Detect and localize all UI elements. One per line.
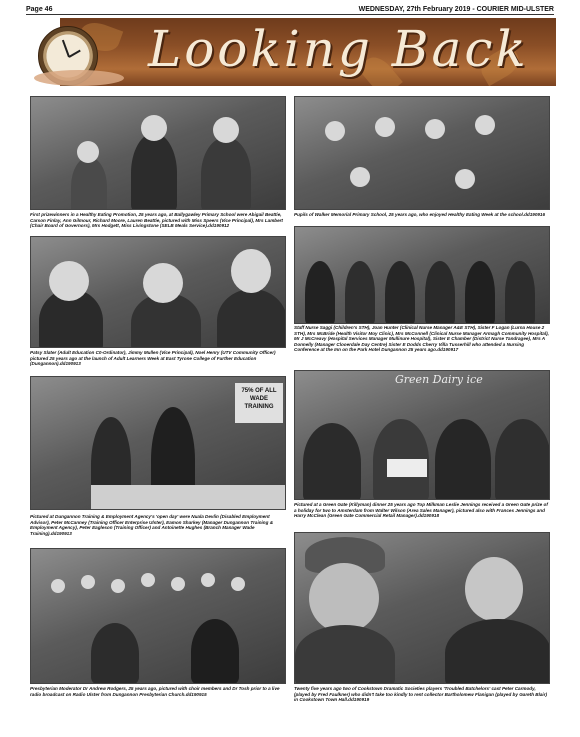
person-head	[141, 115, 167, 141]
photo-presbyterian-choir	[30, 548, 286, 684]
caption-green-gate-dinner: Pictured at a Green Gate (Killyman) dinner 25 years ago Top Milkman Leslie Jennings received a Green Gate prize of a holiday for two to Amsterdam from Walter Wilson (Area Sales Manager), pictured also with Frances Jennings and Harry McClean (Green Gate Commercial Retail Manager).dd190918	[294, 502, 548, 519]
masthead-title: Looking Back	[148, 20, 529, 78]
clock-hand	[69, 50, 81, 58]
caption-walker-memorial-pupils: Pupils of Walker Memorial Primary School, 25 years ago, who enjoyed Healthy Eating Week at the school.dd190916	[294, 212, 546, 217]
photo-cookstown-dramatic	[294, 532, 550, 684]
person-head	[49, 261, 89, 301]
caption-cookstown-dramatic: Twenty five years ago two of Cookstown Dramatic Societies players 'Troubled Batchelors' cast Peter Carmody,(played by Fred Faulkner) who didn't take too kindly to rent collector Bartholomew Flanigan (played by Gareth Blair) in Cookstown Town Hall.dd190919	[294, 686, 548, 703]
person-head	[465, 557, 523, 621]
caption-healthy-eating-ballygawley: First prizewinners in a Healthy Eating Promotion, 25 years ago, at Ballygawley Primary School were Abigail Beattie, Carson Finlay, Ann Gilmour, Richard Moore, Lauren Beattie, pictured with Miss Speers (Vice Principal), Mrs Lambert (Chair Board of Governors), Mrs Hodgett, Miss Livingstone (SELB Meals Service).dd190912	[30, 212, 283, 229]
person-figure	[131, 133, 177, 210]
person-figure	[91, 623, 139, 684]
person-figure	[71, 157, 107, 210]
display-table	[91, 485, 286, 510]
page-number: Page 46	[26, 6, 53, 13]
person-head	[111, 579, 125, 593]
person-figure	[505, 261, 535, 324]
publication-date: WEDNESDAY, 27th February 2019 - COURIER MID-ULSTER	[358, 6, 554, 13]
person-head	[231, 249, 271, 293]
person-head	[325, 121, 345, 141]
person-head	[201, 573, 215, 587]
person-figure	[445, 619, 550, 684]
dairy-sign: Green Dairy ice	[395, 373, 483, 386]
person-head	[309, 563, 379, 633]
person-head	[213, 117, 239, 143]
person-head	[350, 167, 370, 187]
person-figure	[191, 619, 239, 684]
person-figure	[465, 261, 495, 324]
person-figure	[345, 261, 375, 324]
person-head	[425, 119, 445, 139]
photo-adult-learners-week	[30, 236, 286, 348]
wade-training-sign: 75% OF ALL WADE TRAINING	[235, 383, 283, 423]
person-head	[375, 117, 395, 137]
photo-nursing-conference	[294, 226, 550, 324]
person-head	[81, 575, 95, 589]
person-figure	[201, 137, 251, 210]
hand-icon	[34, 70, 124, 86]
person-head	[77, 141, 99, 163]
caption-adult-learners-week: Patsy Slater (Adult Education C0-Ordinator), Jimmy Mullen (Vice Principal), Noel Henry (UTV Community Officer) pictured 25 years ago at the launch of Adult Learners Week at East Tyrone College of Further Education (Dungannon).dd190913	[30, 350, 276, 367]
person-head	[455, 169, 475, 189]
photo-green-gate-dinner	[294, 370, 550, 500]
person-head	[475, 115, 495, 135]
prize-envelope	[387, 459, 427, 477]
person-head	[231, 577, 245, 591]
person-figure	[295, 625, 395, 684]
photo-training-agency-open-day	[30, 376, 286, 510]
person-head	[171, 577, 185, 591]
caption-presbyterian-choir: Presbyterian Moderator Dr Andrew Rodgers, 25 years ago, pictured with choir members and Dr Tosh prior to a live radio broadcast on Radio Ulster from Dungannon Presbyterian Church.dd190915	[30, 686, 280, 697]
person-figure	[435, 419, 491, 500]
caption-nursing-conference: Staff Nurse Saggi (Children's STH), Joan Hunter (Clinical Nurse Manager A&E STH), Sister F Logan (Lurna House 2 STH), Mrs McBride (Health Visitor Moy Clinic), Mrs McConnell (Clinical Nurse Manager Armagh Community Hospital), Mr J McCreavy (Hospital Services Manager Mullinure Hospital), Sister E Chamber (District Nurse Tandragee), Mrs A Donnelly (Manager Clooerdale Day Centre) Sister E Dodds Cherry Villa Tusserhill who attended a Nursing Conference at the Inn on the Park Hotel Dungannon 25 years ago.dd190917	[294, 325, 549, 353]
person-figure	[217, 289, 286, 348]
person-figure	[303, 423, 361, 500]
header-rule	[26, 14, 554, 15]
masthead-banner	[60, 18, 556, 86]
person-head	[51, 579, 65, 593]
person-head	[141, 573, 155, 587]
photo-healthy-eating-ballygawley	[30, 96, 286, 210]
photo-walker-memorial-pupils	[294, 96, 550, 210]
caption-training-agency-open-day: Pictured at Dungannon Training & Employment Agency's 'open day' were Nuala Devlin (Disabled Employment Advisor), Peter McCanney (Training Officer Enterprise Ulster), Eamon Sharkey (Manager Dungannon Training & Employment Agency), Peter Eagleson (Training Officer) and Antoinette Hughes (Branch Manager Wade Training).dd190913	[30, 514, 274, 536]
person-figure	[385, 261, 415, 324]
person-figure	[425, 261, 455, 324]
person-figure	[305, 261, 335, 324]
person-head	[143, 263, 183, 303]
person-figure	[495, 419, 550, 500]
